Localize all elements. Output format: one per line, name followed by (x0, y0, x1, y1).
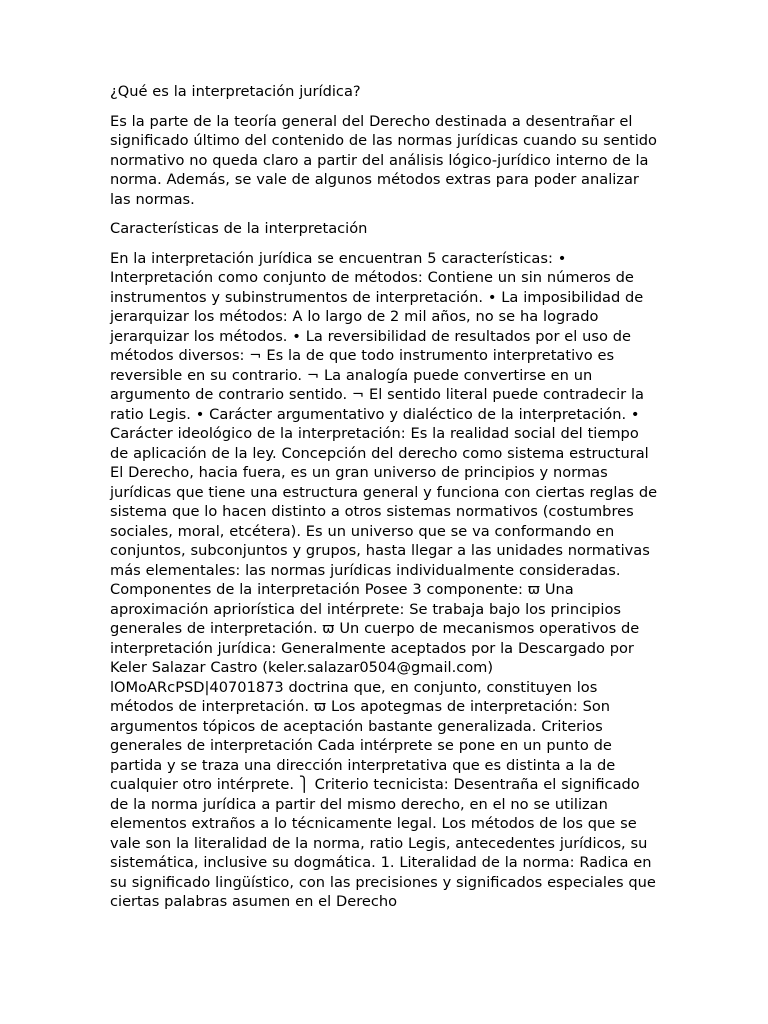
definition-paragraph: Es la parte de la teoría general del Derecho destinada a desentrañar el significado último del contenido de las normas jurídicas cuando su sentido normativo no queda claro a partir del análisis lógico-jurídico interno de la norma. Además, se vale de algunos métodos extras para poder analizar las normas. (110, 112, 657, 208)
section-title: Características de la interpretación (110, 220, 368, 237)
document-question: ¿Qué es la interpretación jurídica? (110, 83, 361, 100)
document-page (110, 82, 658, 922)
body-paragraph: En la interpretación jurídica se encuentran 5 características: • Interpretación como conjunto de métodos: Contiene un sin números de instrumentos y subinstrumentos de interpretación. • La imposibilidad de jerarquizar los métodos: A lo largo de 2 mil años, no se ha logrado jerarquizar los métodos. • La reversibilidad de resultados por el uso de métodos diversos: ¬ Es la de que todo instrumento interpretativo es reversible en su contrario. ¬ La analogía puede convertirse en un argumento de contrario sentido. ¬ El sentido literal puede contradecir la ratio Legis. • Carácter argumentativo y dialéctico de la interpretación. • Carácter ideológico de la interpretación: Es la realidad social del tiempo de aplicación de la ley. Concepción del derecho como sistema estructural El Derecho, hacia fuera, es un gran universo de principios y normas jurídicas que tiene una estructura general y funciona con ciertas reglas de sistema que lo hacen distinto a otros sistemas normativos (costumbres sociales, moral, etcétera). Es un universo que se va conformando en conjuntos, subconjuntos y grupos, hasta llegar a las unidades normativas más elementales: las normas jurídicas individualmente consideradas. Componentes de la interpretación Posee 3 componente: ϖ Una aproximación apriorística del intérprete: Se trabaja bajo los principios generales de interpretación. ϖ Un cuerpo de mecanismos operativos de interpretación jurídica: Generalmente aceptados por la Descargado por Keler Salazar Castro (keler.salazar0504@gmail.com) lOMoARcPSD|40701873 doctrina que, en conjunto, constituyen los métodos de interpretación. ϖ Los apotegmas de interpretación: Son argumentos tópicos de aceptación bastante generalizada. Criterios generales de interpretación Cada intérprete se pone en un punto de partida y se traza una dirección interpretativa que es distinta a la de cualquier otro intérprete. ⎫ Criterio tecnicista: Desentraña el significado de la norma jurídica a partir del mismo derecho, en el no se utilizan elementos extraños a lo técnicamente legal. Los métodos de los que se vale son la literalidad de la norma, ratio Legis, antecedentes jurídicos, su sistemática, inclusive su dogmática. 1. Literalidad de la norma: Radica en su significado lingüístico, con las precisiones y significados especiales que ciertas palabras asumen en el Derecho (110, 249, 658, 910)
